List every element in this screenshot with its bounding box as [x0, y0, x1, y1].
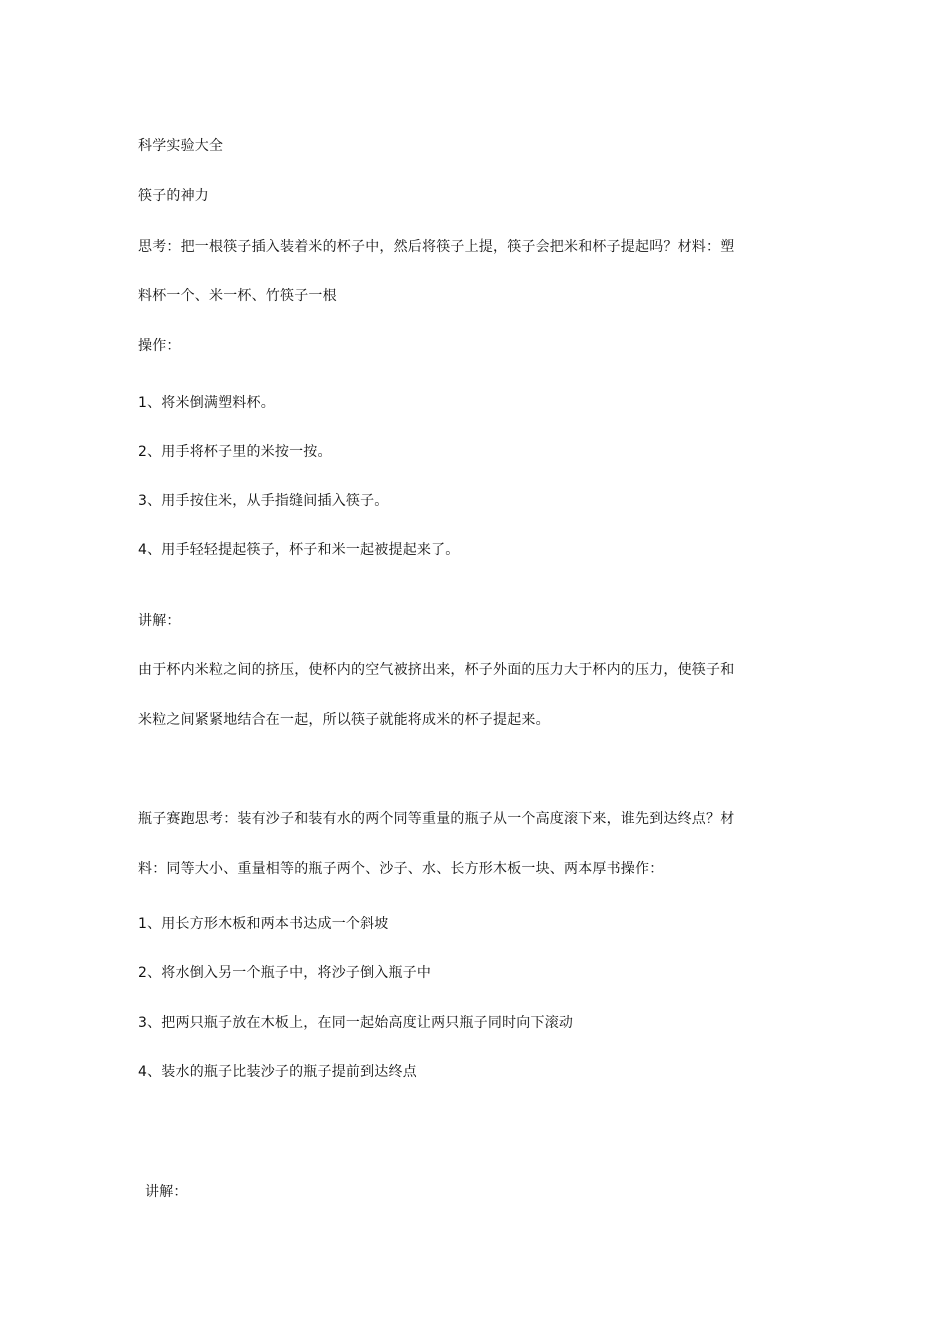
experiment1-explain-heading: 讲解： [138, 613, 181, 629]
experiment1-step-2: 2、用手将杯子里的米按一按。 [138, 444, 332, 460]
experiment1-explain-line-1: 由于杯内米粒之间的挤压，使杯内的空气被挤出来，杯子外面的压力大于杯内的压力，使筷子和 [138, 662, 735, 678]
experiment2-step-3: 3、把两只瓶子放在木板上，在同一起始高度让两只瓶子同时向下滚动 [138, 1015, 574, 1031]
experiment2-step-1: 1、用长方形木板和两本书达成一个斜坡 [138, 916, 389, 932]
experiment2-step-4: 4、装水的瓶子比装沙子的瓶子提前到达终点 [138, 1064, 417, 1080]
experiment1-step-4: 4、用手轻轻提起筷子，杯子和米一起被提起来了。 [138, 542, 460, 558]
experiment1-think-line-1: 思考：把一根筷子插入装着米的杯子中，然后将筷子上提，筷子会把米和杯子提起吗？材料：塑 [138, 239, 735, 255]
experiment1-ops-heading: 操作： [138, 338, 181, 354]
experiment1-step-1: 1、将米倒满塑料杯。 [138, 395, 275, 411]
experiment2-step-2: 2、将水倒入另一个瓶子中，将沙子倒入瓶子中 [138, 965, 432, 981]
experiment2-think-line-1: 瓶子赛跑思考：装有沙子和装有水的两个同等重量的瓶子从一个高度滚下来，谁先到达终点？材 [138, 811, 735, 827]
experiment1-step-3: 3、用手按住米，从手指缝间插入筷子。 [138, 493, 389, 509]
experiment1-explain-line-2: 米粒之间紧紧地结合在一起，所以筷子就能将成米的杯子提起来。 [138, 712, 550, 728]
experiment1-think-line-2: 料杯一个、米一杯、竹筷子一根 [138, 288, 337, 304]
experiment2-explain-heading: 讲解： [145, 1184, 188, 1200]
experiment2-think-line-2: 料：同等大小、重量相等的瓶子两个、沙子、水、长方形木板一块、两本厚书操作： [138, 861, 664, 877]
document-title: 科学实验大全 [138, 138, 224, 154]
experiment1-name: 筷子的神力 [138, 188, 209, 204]
